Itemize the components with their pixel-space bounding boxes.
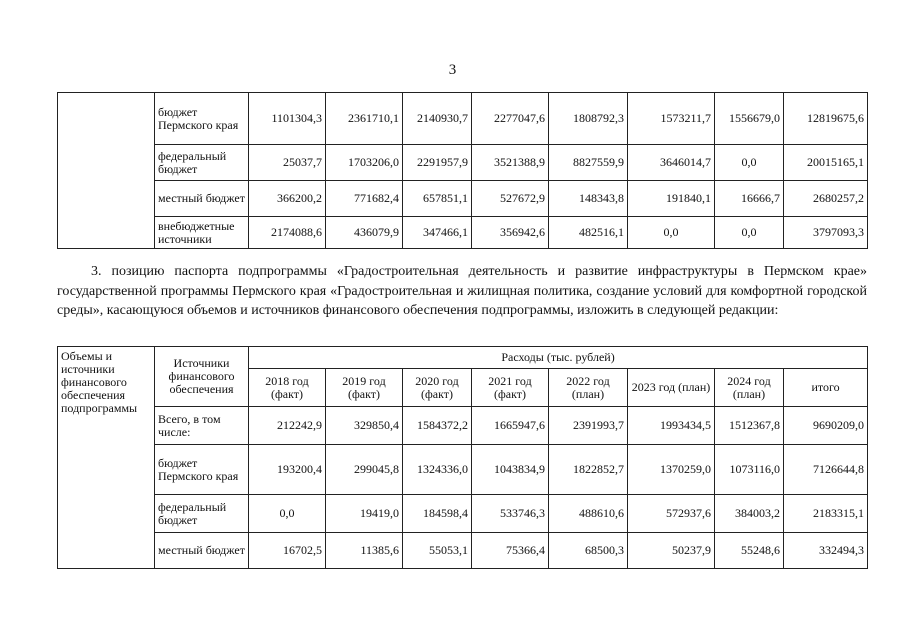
value-cell: 19419,0 — [326, 495, 403, 533]
value-cell: 212242,9 — [249, 407, 326, 445]
value-cell: 657851,1 — [403, 181, 472, 217]
value-cell: 572937,6 — [628, 495, 715, 533]
value-cell: 527672,9 — [472, 181, 549, 217]
value-cell: 1073116,0 — [715, 445, 784, 495]
value-cell: 0,0 — [715, 145, 784, 181]
value-cell: 0,0 — [715, 217, 784, 249]
financing-table-continued — [57, 92, 868, 249]
table-row — [58, 495, 868, 533]
year-header: 2022 год (план) — [549, 369, 628, 407]
year-header: 2024 год (план) — [715, 369, 784, 407]
year-header: 2020 год (факт) — [403, 369, 472, 407]
value-cell: 356942,6 — [472, 217, 549, 249]
value-cell: 1573211,7 — [628, 93, 715, 145]
value-cell: 25037,7 — [249, 145, 326, 181]
value-cell: 1703206,0 — [326, 145, 403, 181]
source-cell: Всего, в том числе: — [155, 407, 249, 445]
value-cell: 1665947,6 — [472, 407, 549, 445]
value-cell: 329850,4 — [326, 407, 403, 445]
value-cell: 9690209,0 — [784, 407, 868, 445]
table-row — [58, 145, 868, 181]
value-cell: 2361710,1 — [326, 93, 403, 145]
year-header: 2021 год (факт) — [472, 369, 549, 407]
table-row — [58, 181, 868, 217]
value-cell: 16666,7 — [715, 181, 784, 217]
corner-label-cell: Объемы и источники финансового обеспечения подпрограммы — [58, 347, 155, 569]
value-cell: 533746,3 — [472, 495, 549, 533]
value-cell: 8827559,9 — [549, 145, 628, 181]
source-cell: внебюджетные источники — [155, 217, 249, 249]
value-cell: 75366,4 — [472, 533, 549, 569]
amendment-paragraph: 3. позицию паспорта подпрограммы «Градостроительная деятельность и развитие инфраструктуры в Пермском крае» государственной программы Пермского края «Градостроительная и жилищная политика, создание условий для комфортной городской среды», касающуюся объемов и источников финансового обеспечения подпрограммы, изложить в следующей редакции: — [57, 264, 867, 318]
value-cell: 488610,6 — [549, 495, 628, 533]
year-header: 2019 год (факт) — [326, 369, 403, 407]
table-row — [58, 407, 868, 445]
value-cell: 1556679,0 — [715, 93, 784, 145]
table-row — [58, 533, 868, 569]
value-cell: 384003,2 — [715, 495, 784, 533]
source-cell: бюджет Пермского края — [155, 445, 249, 495]
value-cell: 771682,4 — [326, 181, 403, 217]
value-cell: 482516,1 — [549, 217, 628, 249]
source-cell: федеральный бюджет — [155, 145, 249, 181]
value-cell: 1512367,8 — [715, 407, 784, 445]
value-cell: 20015165,1 — [784, 145, 868, 181]
value-cell: 55053,1 — [403, 533, 472, 569]
value-cell: 2391993,7 — [549, 407, 628, 445]
page-number: 3 — [448, 62, 457, 78]
value-cell: 3646014,7 — [628, 145, 715, 181]
value-cell: 1808792,3 — [549, 93, 628, 145]
value-cell: 0,0 — [249, 495, 326, 533]
value-cell: 366200,2 — [249, 181, 326, 217]
value-cell: 347466,1 — [403, 217, 472, 249]
value-cell: 299045,8 — [326, 445, 403, 495]
source-cell: федеральный бюджет — [155, 495, 249, 533]
value-cell: 436079,9 — [326, 217, 403, 249]
value-cell: 1324336,0 — [403, 445, 472, 495]
table-row — [58, 445, 868, 495]
value-cell: 191840,1 — [628, 181, 715, 217]
table-row — [58, 217, 868, 249]
value-cell: 193200,4 — [249, 445, 326, 495]
header-row — [58, 347, 868, 369]
value-cell: 12819675,6 — [784, 93, 868, 145]
value-cell: 11385,6 — [326, 533, 403, 569]
value-cell: 2174088,6 — [249, 217, 326, 249]
value-cell: 50237,9 — [628, 533, 715, 569]
value-cell: 2140930,7 — [403, 93, 472, 145]
total-header: итого — [784, 369, 868, 407]
value-cell: 1822852,7 — [549, 445, 628, 495]
sources-header: Источники финансового обеспечения — [155, 347, 249, 407]
year-header: 2018 год (факт) — [249, 369, 326, 407]
value-cell: 1043834,9 — [472, 445, 549, 495]
value-cell: 68500,3 — [549, 533, 628, 569]
value-cell: 148343,8 — [549, 181, 628, 217]
value-cell: 1584372,2 — [403, 407, 472, 445]
value-cell: 2680257,2 — [784, 181, 868, 217]
source-cell: местный бюджет — [155, 181, 249, 217]
value-cell: 16702,5 — [249, 533, 326, 569]
value-cell: 1993434,5 — [628, 407, 715, 445]
value-cell: 2277047,6 — [472, 93, 549, 145]
expenses-header: Расходы (тыс. рублей) — [249, 347, 868, 369]
table-row — [58, 93, 868, 145]
financing-table — [57, 346, 868, 569]
value-cell: 2291957,9 — [403, 145, 472, 181]
value-cell: 1101304,3 — [249, 93, 326, 145]
value-cell: 184598,4 — [403, 495, 472, 533]
value-cell: 55248,6 — [715, 533, 784, 569]
value-cell: 7126644,8 — [784, 445, 868, 495]
value-cell: 0,0 — [628, 217, 715, 249]
source-cell: бюджет Пермского края — [155, 93, 249, 145]
source-cell: местный бюджет — [155, 533, 249, 569]
empty-label-cell — [58, 93, 155, 249]
value-cell: 332494,3 — [784, 533, 868, 569]
value-cell: 3521388,9 — [472, 145, 549, 181]
year-header: 2023 год (план) — [628, 369, 715, 407]
value-cell: 2183315,1 — [784, 495, 868, 533]
value-cell: 3797093,3 — [784, 217, 868, 249]
value-cell: 1370259,0 — [628, 445, 715, 495]
